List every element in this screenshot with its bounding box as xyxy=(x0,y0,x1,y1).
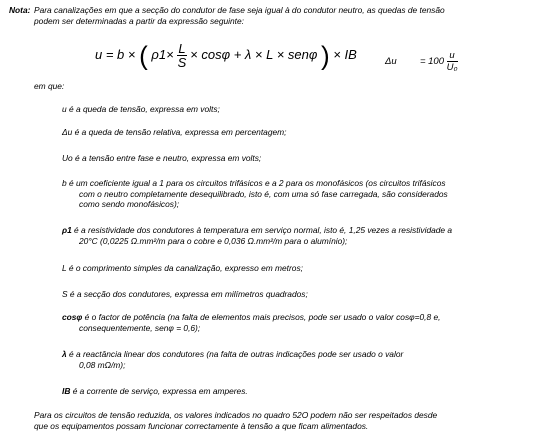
relative-drop-numerator: u xyxy=(447,50,458,62)
definition-text: é a reactância linear dos condutores (na falta de outras indicações pode ser usado o valor xyxy=(66,349,404,359)
definition-line: como sendo monofásicos); xyxy=(79,199,180,210)
definition-symbol: ρ1 xyxy=(62,225,72,235)
note-label: Nota: xyxy=(9,5,31,15)
formula-paren-close: ) xyxy=(321,40,330,71)
formula-fraction-numerator: L xyxy=(178,41,186,56)
relative-drop-lhs: Δu xyxy=(385,56,397,68)
definition-text: é o factor de potência (na falta de elementos mais precisos, pode ser usado o valor cosφ=0,8 e, xyxy=(82,312,441,322)
definition-u xyxy=(62,104,550,115)
definition-rho1 xyxy=(62,225,550,246)
definition-uo xyxy=(62,153,550,164)
definition-s xyxy=(62,289,550,300)
definition-line: S é a secção dos condutores, expressa em milímetros quadrados; xyxy=(62,289,308,299)
definition-line: Uo é a tensão entre fase e neutro, expressa em volts; xyxy=(62,153,262,163)
formula-middle: × cosφ + λ × L × senφ xyxy=(190,46,318,62)
definition-line: u é a queda de tensão, expressa em volts; xyxy=(62,104,220,114)
footer-note xyxy=(34,410,548,431)
definition-line: L é o comprimento simples da canalização, expresso em metros; xyxy=(62,263,303,273)
formula-tail: × IB xyxy=(333,46,357,62)
definition-lambda xyxy=(62,349,550,370)
formula-rho: ρ1× xyxy=(151,46,174,62)
definition-delta-u xyxy=(62,127,550,138)
voltage-drop-formula xyxy=(95,42,357,69)
formula-fraction-denominator: S xyxy=(177,55,187,70)
definition-line: Δu é a queda de tensão relativa, expressa em percentagem; xyxy=(62,127,287,137)
definition-line: b é um coeficiente igual a 1 para os circuitos trifásicos e a 2 para os monofásicos (os circuitos trifásicos xyxy=(62,178,446,188)
definition-symbol: λ xyxy=(62,349,67,359)
definition-line: 0,08 mΩ/m); xyxy=(79,359,126,370)
definition-b xyxy=(62,178,550,210)
definition-text: é a corrente de serviço, expressa em amperes. xyxy=(70,386,248,396)
relative-drop-fraction xyxy=(447,50,458,73)
footer-line: Para os circuitos de tensão reduzida, os valores indicados no quadro 52O podem não ser respeitados desde xyxy=(34,410,438,420)
relative-drop-formula xyxy=(385,50,458,73)
relative-drop-denominator: U₀ xyxy=(446,62,458,73)
note-intro-line: podem ser determinadas a partir da expressão seguinte: xyxy=(34,15,244,26)
definition-ib xyxy=(62,386,550,397)
definition-text: é a resistividade dos condutores à temperatura em serviço normal, isto é, 1,25 vezes a resistividade a xyxy=(71,225,453,235)
formula-fraction xyxy=(177,42,186,69)
definition-line: 20°C (0,0225 Ω.mm²/m para o cobre e 0,036 Ω.mm²/m para o alumínio); xyxy=(79,235,348,246)
definition-line: consequentemente, senφ = 0,6); xyxy=(79,322,201,333)
note-intro xyxy=(34,5,544,26)
definition-cosphi xyxy=(62,312,550,333)
footer-line: que os equipamentos possam funcionar correctamente à tensão a que ficam alimentados. xyxy=(34,420,369,431)
formula-paren-open: ( xyxy=(139,40,148,71)
definition-line: com o neutro completamente desequilibrado, isto é, com uma só fase carregada, são considerados xyxy=(79,188,448,199)
formula-lhs: u = b × xyxy=(95,46,136,62)
definition-symbol: cosφ xyxy=(62,312,83,322)
em-que-label: em que: xyxy=(34,81,65,91)
note-intro-line: Para canalizações em que a secção do condutor de fase seja igual à do condutor neutro, as quedas de tensão xyxy=(34,5,445,15)
definition-l xyxy=(62,263,550,274)
relative-drop-eq: = 100 xyxy=(419,56,444,68)
definition-symbol: IB xyxy=(62,386,71,396)
